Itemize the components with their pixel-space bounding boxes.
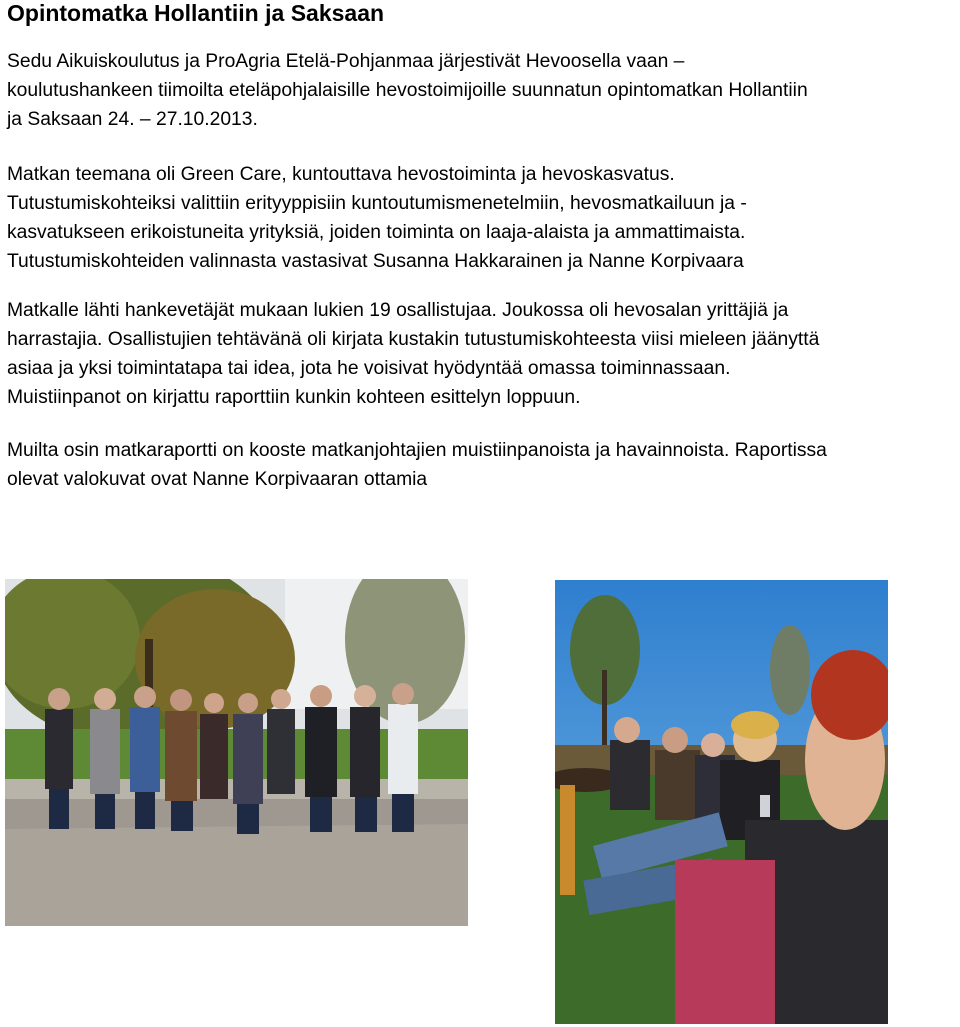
text-line: kasvatukseen erikoistuneita yrityksiä, joiden toiminta on laaja-alaista ja ammattimaista.: [7, 222, 746, 243]
paragraph-intro: [7, 47, 957, 134]
cafe-photo-image: [555, 580, 888, 1024]
page-title: Opintomatka Hollantiin ja Saksaan: [7, 0, 385, 26]
text-line: koulutushankeen tiimoilta eteläpohjalaisille hevostoimijoille suunnatun opintomatkan Hollantiin: [7, 80, 808, 101]
text-line: Sedu Aikuiskoulutus ja ProAgria Etelä-Pohjanmaa järjestivät Hevoosella vaan –: [7, 51, 685, 72]
text-line: asiaa ja yksi toimintatapa tai idea, jota he voisivat hyödyntää omassa toiminnassaan.: [7, 358, 731, 379]
text-line: Matkan teemana oli Green Care, kuntouttava hevostoiminta ja hevoskasvatus.: [7, 164, 675, 185]
text-line: harrastajia. Osallistujien tehtävänä oli kirjata kustakin tutustumiskohteesta viisi mieleen jäänyttä: [7, 329, 820, 350]
group-photo-image: [5, 579, 468, 926]
paragraph-report-note: [7, 436, 957, 494]
paragraph-theme: [7, 160, 957, 276]
text-line: Muistiinpanot on kirjattu raporttiin kunkin kohteen esittelyn loppuun.: [7, 387, 581, 408]
group-photo: [5, 579, 468, 926]
paragraph-participants: [7, 296, 957, 412]
text-line: Tutustumiskohteiksi valittiin erityyppisiin kuntoutumismenetelmiin, hevosmatkailuun ja -: [7, 193, 747, 214]
cafe-photo: [555, 580, 888, 1024]
text-line: olevat valokuvat ovat Nanne Korpivaaran ottamia: [7, 469, 428, 490]
text-line: Matkalle lähti hankevetäjät mukaan lukien 19 osallistujaa. Joukossa oli hevosalan yrittäjiä ja: [7, 300, 789, 321]
text-line: ja Saksaan 24. – 27.10.2013.: [7, 109, 258, 130]
text-line: Muilta osin matkaraportti on kooste matkanjohtajien muistiinpanoista ja havainnoista. Raportissa: [7, 440, 827, 461]
text-line: Tutustumiskohteiden valinnasta vastasivat Susanna Hakkarainen ja Nanne Korpivaara: [7, 251, 744, 272]
